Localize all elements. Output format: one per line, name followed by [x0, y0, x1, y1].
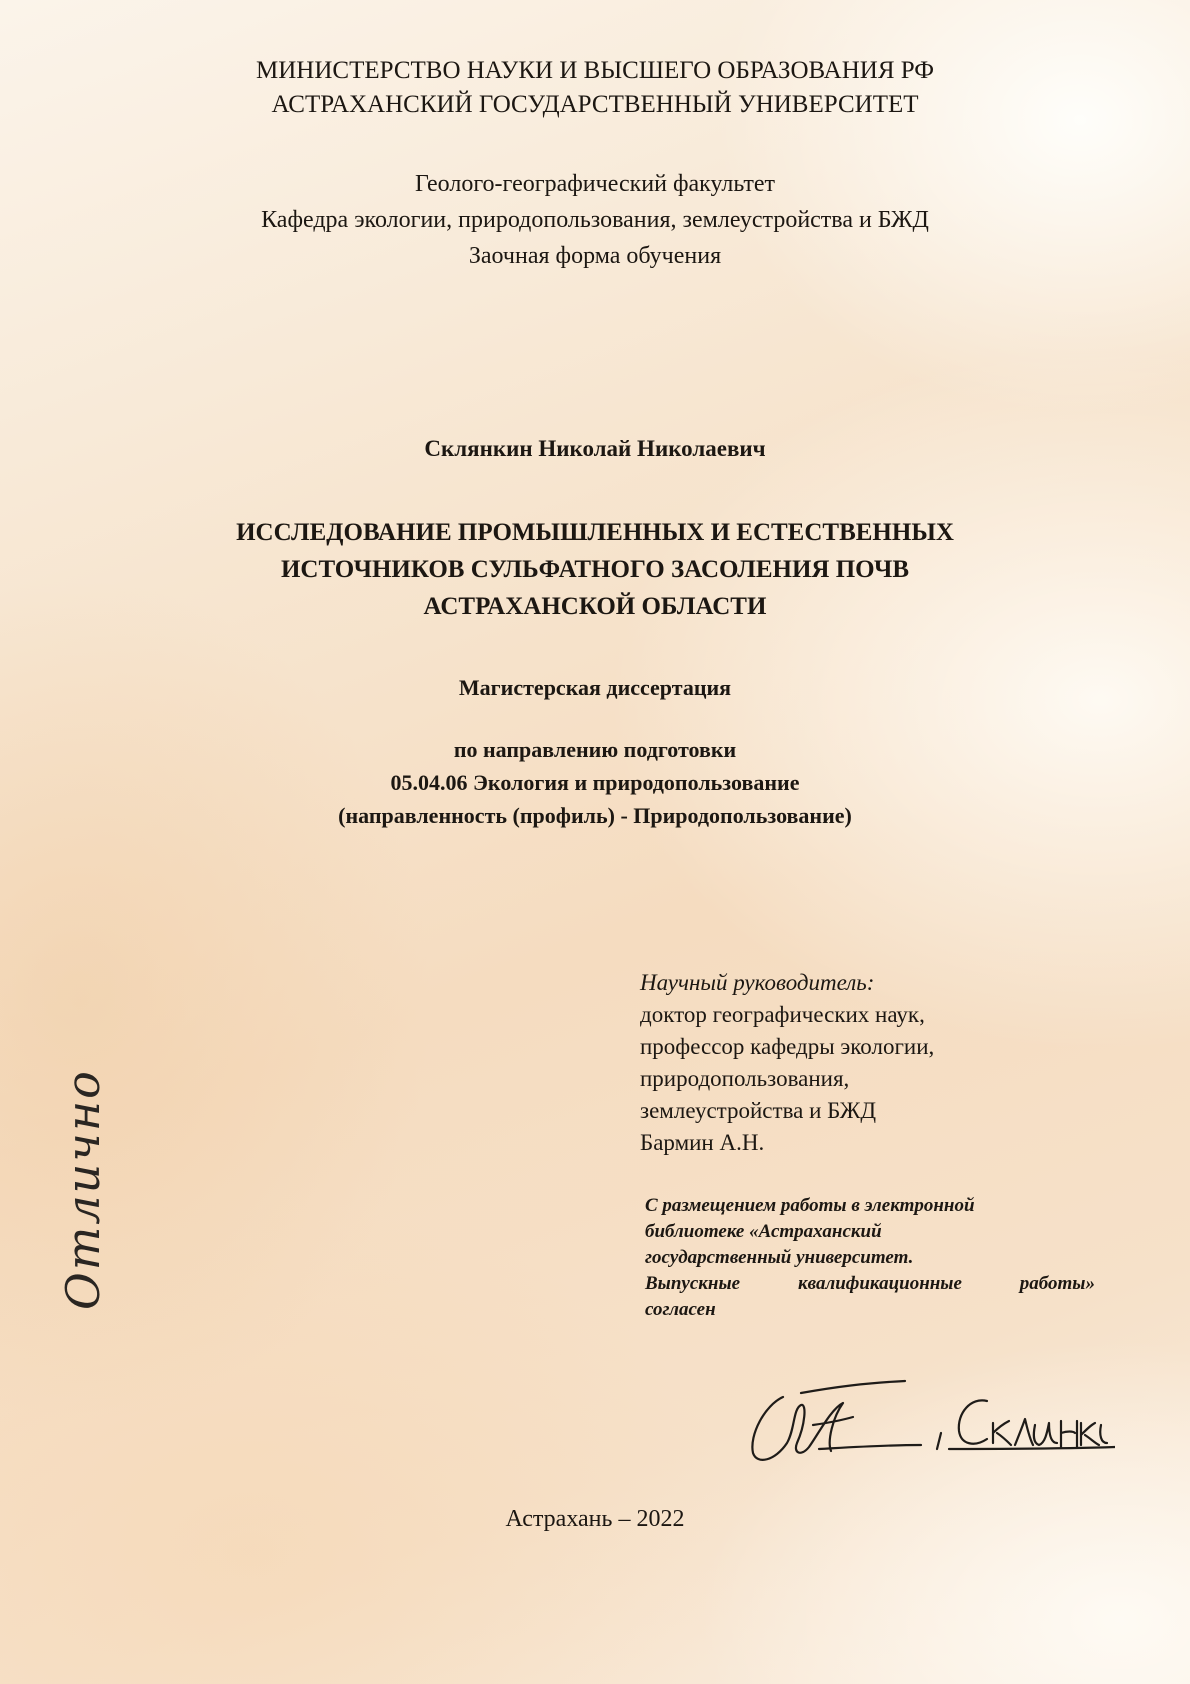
- supervisor-position: природопользования,: [640, 1066, 850, 1091]
- university-name: АСТРАХАНСКИЙ ГОСУДАРСТВЕННЫЙ УНИВЕРСИТЕТ: [271, 91, 919, 118]
- city-year: Астрахань – 2022: [505, 1506, 685, 1532]
- direction-line: 05.04.06 Экология и природопользование: [390, 770, 800, 795]
- consent-line: Выпускные квалификационные работы»: [645, 1273, 1095, 1294]
- thesis-title: [0, 514, 1190, 625]
- ministry-name: МИНИСТЕРСТВО НАУКИ И ВЫСШЕГО ОБРАЗОВАНИЯ РФ: [256, 57, 934, 84]
- thesis-title-line: АСТРАХАНСКОЙ ОБЛАСТИ: [423, 593, 767, 620]
- consent-line: государственный университет.: [645, 1247, 914, 1268]
- thesis-title-line: ИССЛЕДОВАНИЕ ПРОМЫШЛЕННЫХ И ЕСТЕСТВЕННЫХ: [236, 519, 954, 546]
- study-direction: [0, 733, 1190, 832]
- handwritten-grade: Отлично: [56, 1069, 110, 1310]
- supervisor-label: Научный руководитель:: [640, 970, 875, 995]
- consent-line: согласен: [645, 1299, 716, 1320]
- work-type: Магистерская диссертация: [458, 675, 732, 700]
- supervisor-position: землеустройства и БЖД: [640, 1098, 877, 1123]
- supervisor-name: Бармин А.Н.: [640, 1130, 765, 1155]
- supervisor-degree: доктор географических наук,: [640, 1002, 925, 1027]
- supervisor-position: профессор кафедры экологии,: [640, 1034, 935, 1059]
- supervisor-block: [640, 967, 1080, 1159]
- handwritten-signature: [735, 1365, 1115, 1475]
- library-consent: [645, 1193, 1095, 1323]
- direction-line: по направлению подготовки: [453, 737, 737, 762]
- department-name: Кафедра экологии, природопользования, землеустройства и БЖД: [261, 207, 929, 233]
- study-form: Заочная форма обучения: [468, 243, 722, 269]
- consent-line: библиотеке «Астраханский: [645, 1221, 882, 1242]
- faculty-block: [0, 166, 1190, 274]
- direction-line: (направленность (профиль) - Природопользование): [338, 803, 852, 828]
- thesis-title-line: ИСТОЧНИКОВ СУЛЬФАТНОГО ЗАСОЛЕНИЯ ПОЧВ: [280, 556, 910, 583]
- author-name: Склянкин Николай Николаевич: [424, 436, 766, 461]
- signature-drawing: [735, 1365, 1115, 1475]
- ministry-header: [0, 54, 1190, 122]
- consent-line: С размещением работы в электронной: [645, 1195, 975, 1216]
- faculty-name: Геолого-географический факультет: [414, 171, 776, 197]
